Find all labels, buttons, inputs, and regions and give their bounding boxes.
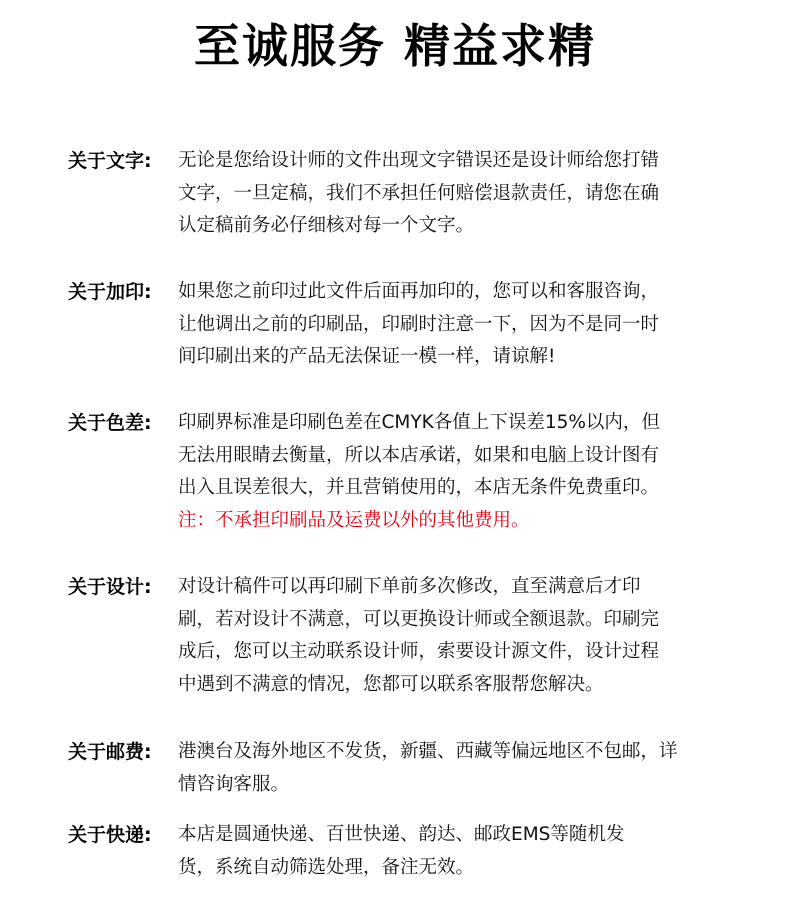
section-label: 关于快递:	[68, 824, 152, 846]
section-content	[178, 145, 728, 243]
content-line: 成后，您可以主动联系设计师，索要设计源文件，设计过程	[178, 641, 660, 662]
content-line: 无法用眼睛去衡量，所以本店承诺，如果和电脑上设计图有	[178, 444, 660, 466]
section-design	[68, 571, 728, 701]
section-content	[178, 276, 728, 374]
content-line: 印刷界标准是印刷色差在CMYK各值上下误差15%以内，但	[178, 412, 660, 433]
page-title: 至诚服务 精益求精	[193, 19, 596, 73]
section-content	[178, 571, 728, 701]
section-label: 关于文字:	[68, 150, 152, 172]
content-line: 对设计稿件可以再印刷下单前多次修改，直至满意后才印	[178, 576, 641, 597]
section-color-difference	[68, 407, 728, 537]
content-line: 港澳台及海外地区不发货，新疆、西藏等偏远地区不包邮，详	[178, 741, 678, 762]
content-line: 刷，若对设计不满意，可以更换设计师或全额退款。印刷完	[178, 608, 660, 630]
red-note: 注：不承担印刷品及运费以外的其他费用。	[178, 509, 530, 531]
content-line: 间印刷出来的产品无法保证一模一样，请谅解!	[178, 346, 556, 367]
content-line: 中遇到不满意的情况，您都可以联系客服帮您解决。	[178, 673, 604, 695]
content-line: 货，系统自动筛选处理，备注无效。	[178, 856, 475, 878]
content-line: 情咨询客服。	[178, 773, 290, 795]
section-text	[68, 145, 728, 243]
section-courier	[68, 819, 728, 884]
section-reprint	[68, 276, 728, 374]
section-shipping-fee	[68, 736, 728, 801]
section-content	[178, 736, 728, 801]
section-content	[178, 819, 728, 884]
content-line: 认定稿前务必仔细核对每一个文字。	[178, 215, 475, 236]
content-line: 如果您之前印过此文件后面再加印的，您可以和客服咨询，	[178, 281, 660, 302]
section-label: 关于设计:	[68, 576, 152, 598]
content-line: 无论是您给设计师的文件出现文字错误还是设计师给您打错	[178, 150, 660, 171]
section-label: 关于邮费:	[68, 741, 152, 763]
content-line: 文字，一旦定稿，我们不承担任何赔偿退款责任，请您在确	[178, 182, 660, 204]
content-line: 出入且误差很大，并且营销使用的，本店无条件免费重印。	[178, 477, 660, 498]
section-label: 关于色差:	[68, 412, 152, 434]
content-line: 本店是圆通快递、百世快递、韵达、邮政EMS等随机发	[178, 824, 625, 845]
content-line: 让他调出之前的印刷品，印刷时注意一下，因为不是同一时	[178, 313, 660, 335]
section-content	[178, 407, 728, 537]
section-label: 关于加印:	[68, 281, 152, 303]
